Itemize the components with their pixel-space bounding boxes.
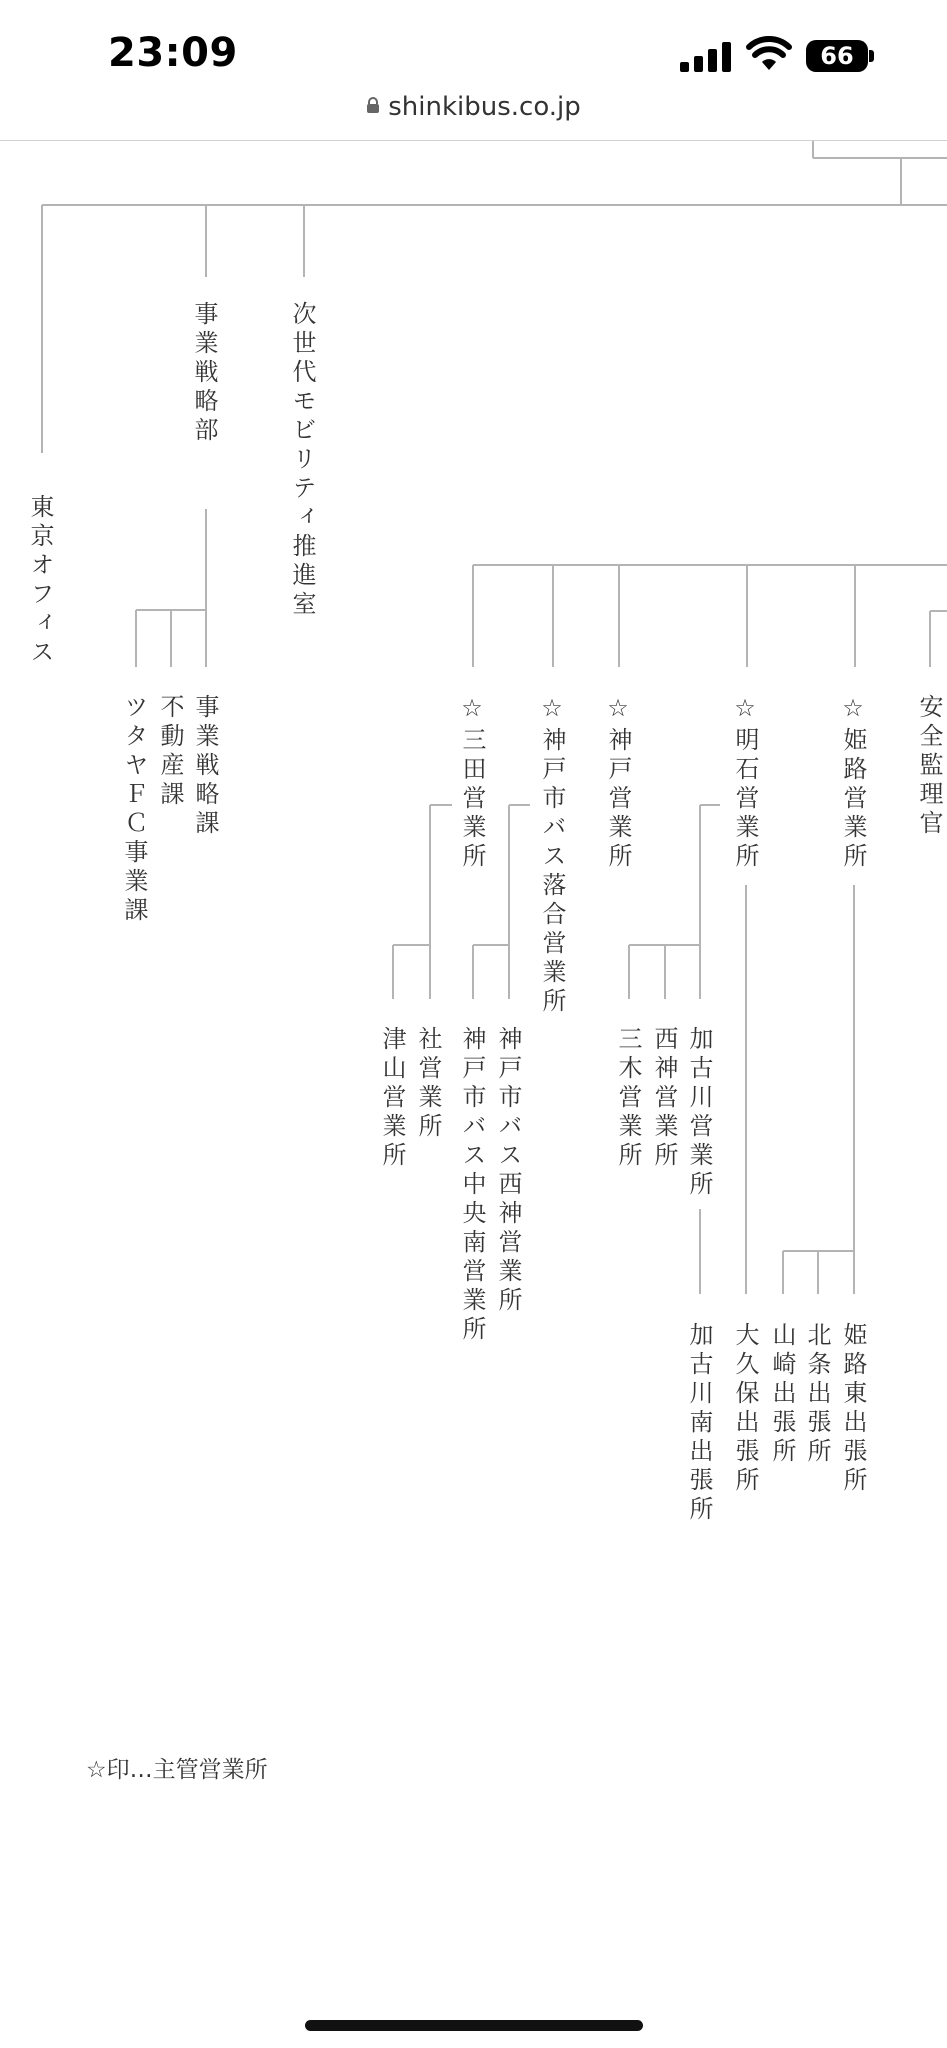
label-real-estate-section: 不動産課 <box>156 694 184 810</box>
label-kakogawa-office: 加古川営業所 <box>685 1026 713 1200</box>
label-miki-office: 三木営業所 <box>614 1026 642 1171</box>
label-kobe-office: ☆神戸営業所 <box>604 694 632 872</box>
label-okubo-branch: 大久保出張所 <box>731 1322 759 1496</box>
label-kobe-ochiai-office: ☆神戸市バス落合営業所 <box>538 694 566 1017</box>
label-yamasaki-branch: 山崎出張所 <box>768 1322 796 1467</box>
label-next-gen-mobility: 次世代モビリティ推進室 <box>288 301 316 620</box>
label-seishin-office: 西神営業所 <box>650 1026 678 1171</box>
label-tsutaya-section: ツタヤＦＣ事業課 <box>120 694 148 926</box>
label-kobe-seishin-office: 神戸市バス西神営業所 <box>494 1026 522 1316</box>
label-strategy-section: 事業戦略課 <box>191 694 219 839</box>
battery-icon <box>806 40 874 72</box>
lock-icon <box>366 97 380 113</box>
cellular-signal-icon <box>680 42 732 72</box>
label-himeji-office: ☆姫路営業所 <box>839 694 867 872</box>
label-kakogawa-minami-branch: 加古川南出張所 <box>685 1322 713 1525</box>
org-chart <box>0 141 947 2001</box>
label-yashiro-office: 社営業所 <box>414 1026 442 1142</box>
label-safety-officer: 安全監理官 <box>915 694 943 839</box>
status-time: 23:09 <box>108 30 238 76</box>
label-tokyo-office: 東京オフィス <box>26 494 54 668</box>
label-kobe-chuonan-office: 神戸市バス中央南営業所 <box>458 1026 486 1345</box>
label-business-strategy-dept: 事業戦略部 <box>190 301 218 446</box>
wifi-icon <box>746 36 792 72</box>
label-hojo-branch: 北条出張所 <box>803 1322 831 1467</box>
status-bar <box>0 0 947 140</box>
address-bar[interactable] <box>0 92 947 132</box>
home-indicator[interactable] <box>305 2020 643 2031</box>
legend-note: ☆印…主管営業所 <box>86 1757 268 1783</box>
url-text: shinkibus.co.jp <box>388 92 581 122</box>
label-tsuyama-office: 津山営業所 <box>378 1026 406 1171</box>
label-akashi-office: ☆明石営業所 <box>731 694 759 872</box>
label-sanda-office: ☆三田営業所 <box>458 694 486 872</box>
label-himeji-higashi-branch: 姫路東出張所 <box>839 1322 867 1496</box>
battery-level: 66 <box>806 40 868 72</box>
